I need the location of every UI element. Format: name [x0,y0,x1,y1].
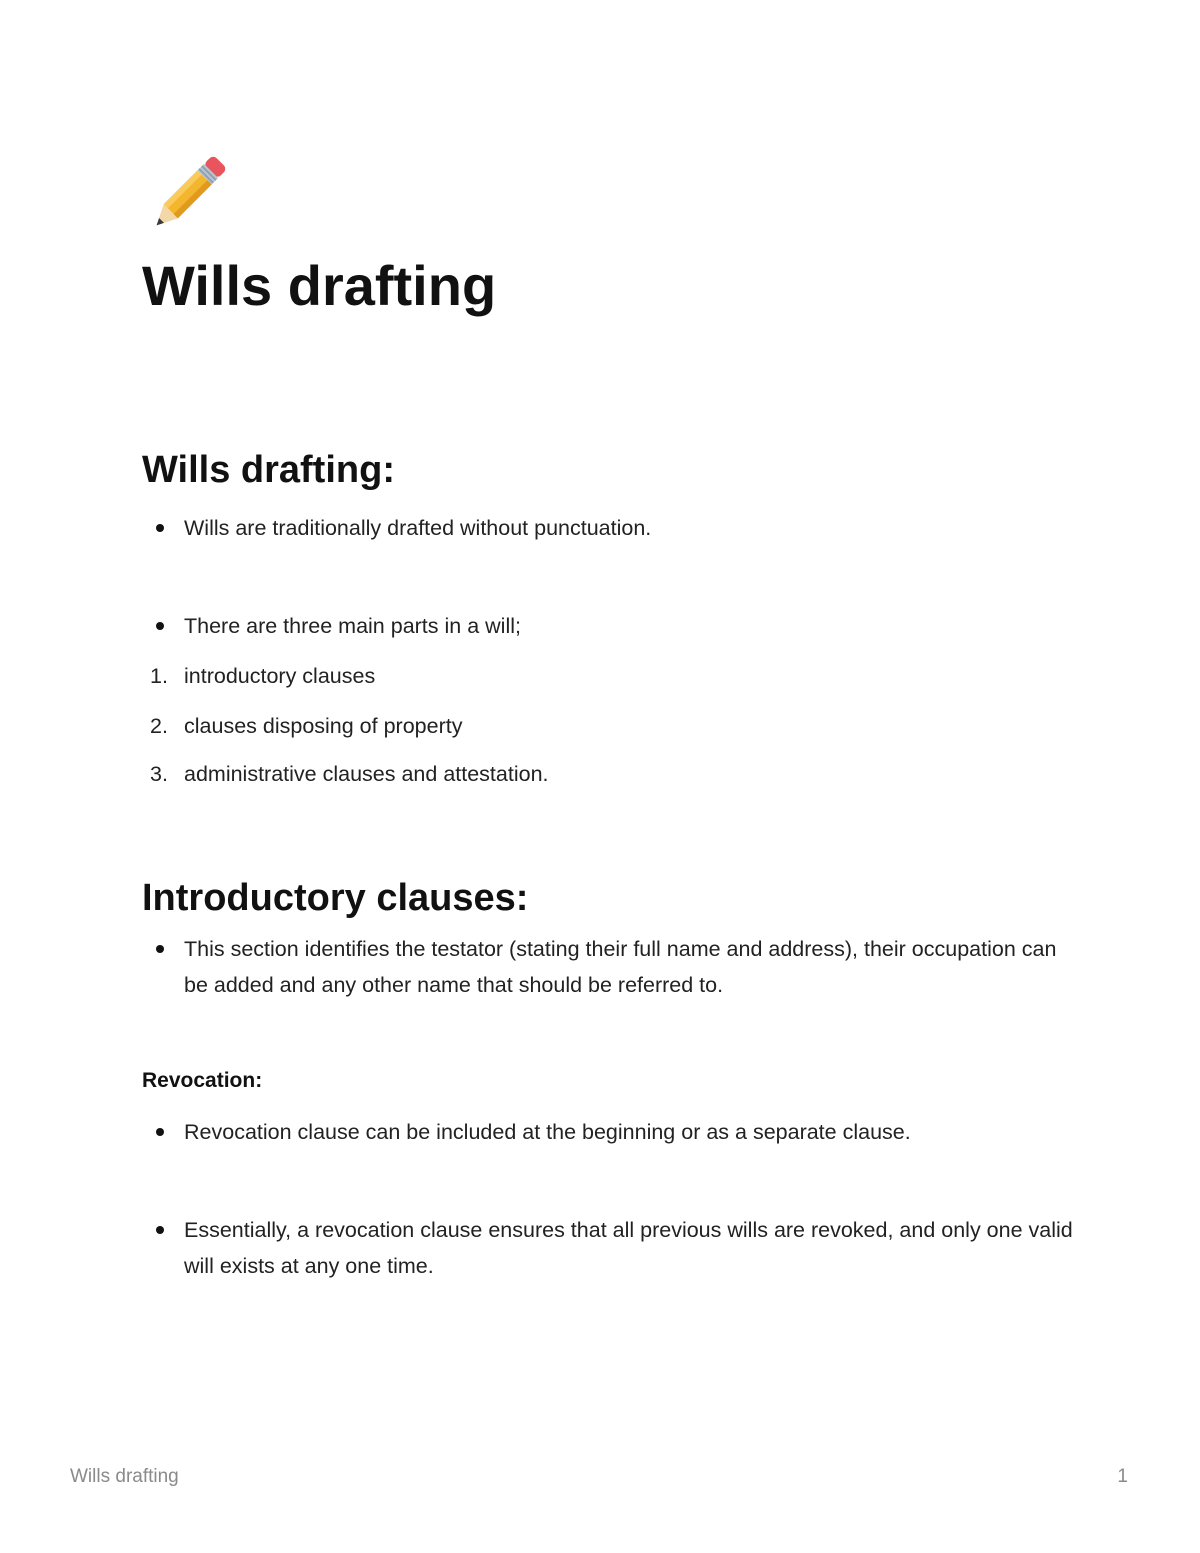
list-item [184,510,1074,546]
numbered-item [150,658,1074,694]
list-number: 3. [150,762,168,786]
bullet-icon [156,1128,164,1136]
list-item-text: Revocation clause can be included at the beginning or as a separate clause. [184,1120,911,1144]
pencil-icon [142,150,232,240]
subsection-heading-revocation: Revocation: [142,1069,263,1092]
list-item-text: clauses disposing of property [184,714,463,738]
numbered-item [150,708,1074,744]
bullet-icon [156,1226,164,1234]
list-item [184,1114,1074,1150]
bullet-icon [156,945,164,953]
list-number: 1. [150,664,168,688]
section-heading-wills-drafting: Wills drafting: [142,449,395,491]
list-item [184,1212,1074,1284]
section-heading-introductory-clauses: Introductory clauses: [142,877,529,919]
page-title: Wills drafting [142,254,497,317]
list-item [184,608,1074,644]
list-item-text: There are three main parts in a will; [184,614,521,638]
list-item-text: This section identifies the testator (stating their full name and address), their occupation can be added and any other name that should be referred to. [184,937,1057,997]
list-item-text: introductory clauses [184,664,376,688]
page-number: 1 [1117,1466,1128,1487]
list-item-text: Essentially, a revocation clause ensures that all previous wills are revoked, and only one valid will exists at any one time. [184,1218,1073,1278]
list-item-text: administrative clauses and attestation. [184,762,549,786]
footer-title: Wills drafting [70,1466,179,1487]
list-item [184,931,1074,1003]
bullet-icon [156,524,164,532]
numbered-item [150,756,1074,792]
bullet-icon [156,622,164,630]
list-number: 2. [150,714,168,738]
list-item-text: Wills are traditionally drafted without punctuation. [184,516,652,540]
